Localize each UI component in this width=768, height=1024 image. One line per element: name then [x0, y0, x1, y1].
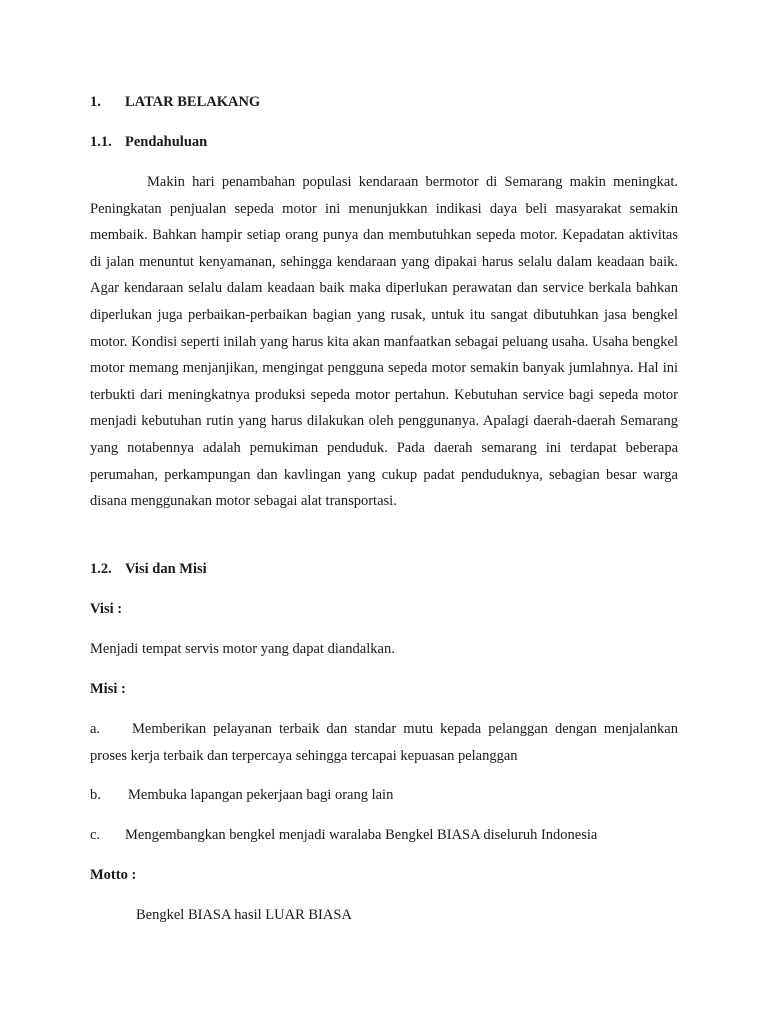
visi-text: Menjadi tempat servis motor yang dapat diandalkan. [90, 641, 395, 657]
misi-item-b [90, 782, 678, 809]
intro-paragraph: Makin hari penambahan populasi kendaraan bermotor di Semarang makin meningkat. Peningkatan penjualan sepeda motor ini menunjukkan indikasi daya beli masyarakat semakin membaik. Bahkan hampir setiap orang punya dan membutuhkan sepeda motor. Kepadatan aktivitas di jalan menuntut kenyamanan, sehingga kendaraan yang dipakai harus selalu dalam keadaan baik. Agar kendaraan selalu dalam keadaan baik maka diperlukan perawatan dan service berkala bahkan diperlukan juga perbaikan-perbaikan bagian yang rusak, untuk itu sangat dibutuhkan jasa bengkel motor. Kondisi seperti inilah yang harus kita akan manfaatkan sebagai peluang usaha. Usaha bengkel motor memang menjanjikan, mengingat pengguna sepeda motor semakin banyak jumlahnya. Hal ini terbukti dari meningkatnya produksi sepeda motor pertahun. Kebutuhan service bagi sepeda motor menjadi kebutuhan rutin yang harus dilakukan oleh penggunanya. Apalagi daerah-daerah Semarang yang notabennya adalah pemukiman penduduk. Pada daerah semarang ini terdapat beberapa perumahan, perkampungan dan kavlingan yang cukup padat penduduknya, sebagian besar warga disana menggunakan motor sebagai alat transportasi. [90, 174, 678, 510]
misi-label: Misi : [90, 681, 126, 697]
list-marker: a. [90, 721, 101, 737]
section-number: 1. [90, 94, 101, 110]
section-heading [90, 89, 678, 116]
motto-label: Motto : [90, 867, 137, 883]
subsection-title: Visi dan Misi [125, 561, 207, 577]
misi-item-a [90, 716, 678, 769]
list-marker: c. [90, 827, 101, 843]
section-title: LATAR BELAKANG [125, 94, 261, 110]
subsection-heading-pendahuluan [90, 129, 678, 156]
subsection-heading-visi-misi [90, 556, 678, 583]
list-item-text: Mengembangkan bengkel menjadi waralaba Bengkel BIASA diseluruh Indonesia [125, 827, 598, 843]
motto-text: Bengkel BIASA hasil LUAR BIASA [136, 907, 352, 923]
list-item-text: Memberikan pelayanan terbaik dan standar mutu kepada pelanggan dengan menjalankan proses kerja terbaik dan terpercaya sehingga tercapai kepuasan pelanggan [90, 721, 678, 764]
list-item-text: Membuka lapangan pekerjaan bagi orang lain [128, 787, 394, 803]
list-marker: b. [90, 787, 101, 803]
subsection-number: 1.1. [90, 134, 112, 150]
subsection-number: 1.2. [90, 561, 112, 577]
visi-label: Visi : [90, 601, 123, 617]
misi-item-c [90, 822, 678, 849]
subsection-title: Pendahuluan [125, 134, 208, 150]
